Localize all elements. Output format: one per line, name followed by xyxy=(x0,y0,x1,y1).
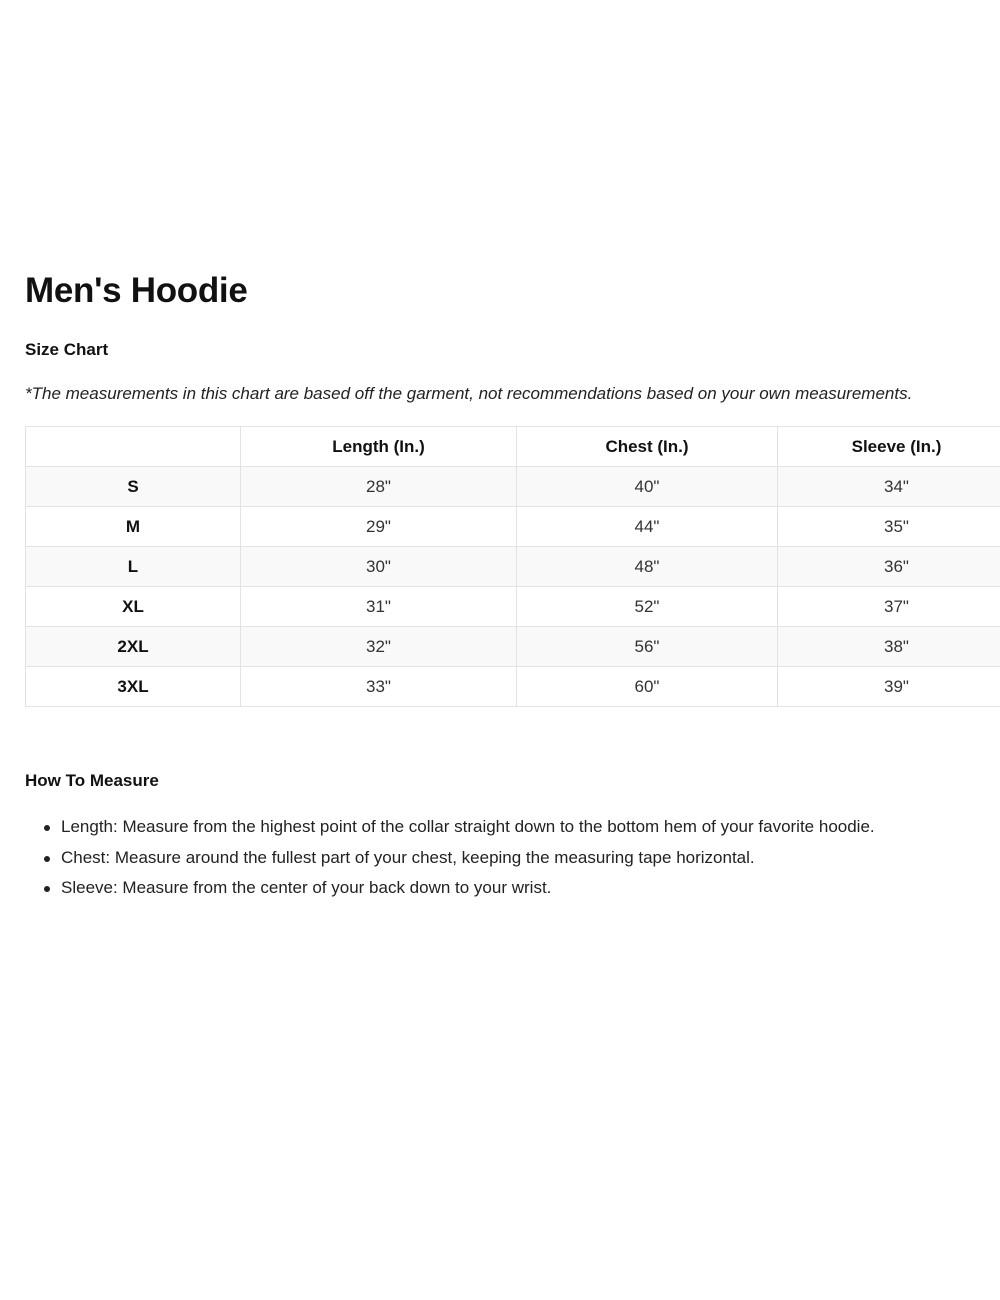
sleeve-cell: 34" xyxy=(778,467,1000,507)
header-size xyxy=(26,427,241,467)
size-chart-heading: Size Chart xyxy=(25,340,109,359)
chest-cell: 48" xyxy=(517,547,778,587)
length-cell: 29" xyxy=(241,507,517,547)
bullet-icon xyxy=(44,886,50,892)
size-cell: 3XL xyxy=(26,667,241,707)
list-item-text: Chest: Measure around the fullest part of your chest, keeping the measuring tape horizontal. xyxy=(61,847,755,867)
header-sleeve: Sleeve (In.) xyxy=(778,427,1000,467)
list-item xyxy=(61,873,875,904)
chest-cell: 44" xyxy=(517,507,778,547)
sleeve-cell: 36" xyxy=(778,547,1000,587)
list-item xyxy=(61,812,875,843)
header-chest: Chest (In.) xyxy=(517,427,778,467)
page-title: Men's Hoodie xyxy=(25,271,248,310)
list-item-text: Length: Measure from the highest point of the collar straight down to the bottom hem of your favorite hoodie. xyxy=(61,817,875,836)
size-chart-table xyxy=(25,426,1000,707)
table-row xyxy=(26,547,1000,587)
measurement-note: *The measurements in this chart are based off the garment, not recommendations based on your own measurements. xyxy=(25,384,913,403)
chest-cell: 60" xyxy=(517,667,778,707)
chest-cell: 56" xyxy=(517,627,778,667)
table-row xyxy=(26,627,1000,667)
length-cell: 28" xyxy=(241,467,517,507)
length-cell: 32" xyxy=(241,627,517,667)
sleeve-cell: 39" xyxy=(778,667,1000,707)
bullet-icon xyxy=(44,825,50,831)
chest-cell: 52" xyxy=(517,587,778,627)
size-cell: XL xyxy=(26,587,241,627)
chest-cell: 40" xyxy=(517,467,778,507)
sleeve-cell: 37" xyxy=(778,587,1000,627)
length-cell: 30" xyxy=(241,547,517,587)
list-item xyxy=(61,843,875,874)
length-cell: 31" xyxy=(241,587,517,627)
table-row xyxy=(26,507,1000,547)
sleeve-cell: 35" xyxy=(778,507,1000,547)
how-to-measure-list xyxy=(25,812,875,904)
table-row xyxy=(26,587,1000,627)
size-cell: 2XL xyxy=(26,627,241,667)
length-cell: 33" xyxy=(241,667,517,707)
bullet-icon xyxy=(44,856,50,862)
size-cell: M xyxy=(26,507,241,547)
list-item-text: Sleeve: Measure from the center of your back down to your wrist. xyxy=(61,878,552,897)
size-cell: L xyxy=(26,547,241,587)
how-to-measure-heading: How To Measure xyxy=(25,771,159,790)
table-header-row xyxy=(26,427,1000,467)
header-length: Length (In.) xyxy=(241,427,517,467)
sleeve-cell: 38" xyxy=(778,627,1000,667)
size-cell: S xyxy=(26,467,241,507)
table-row xyxy=(26,467,1000,507)
table-row xyxy=(26,667,1000,707)
